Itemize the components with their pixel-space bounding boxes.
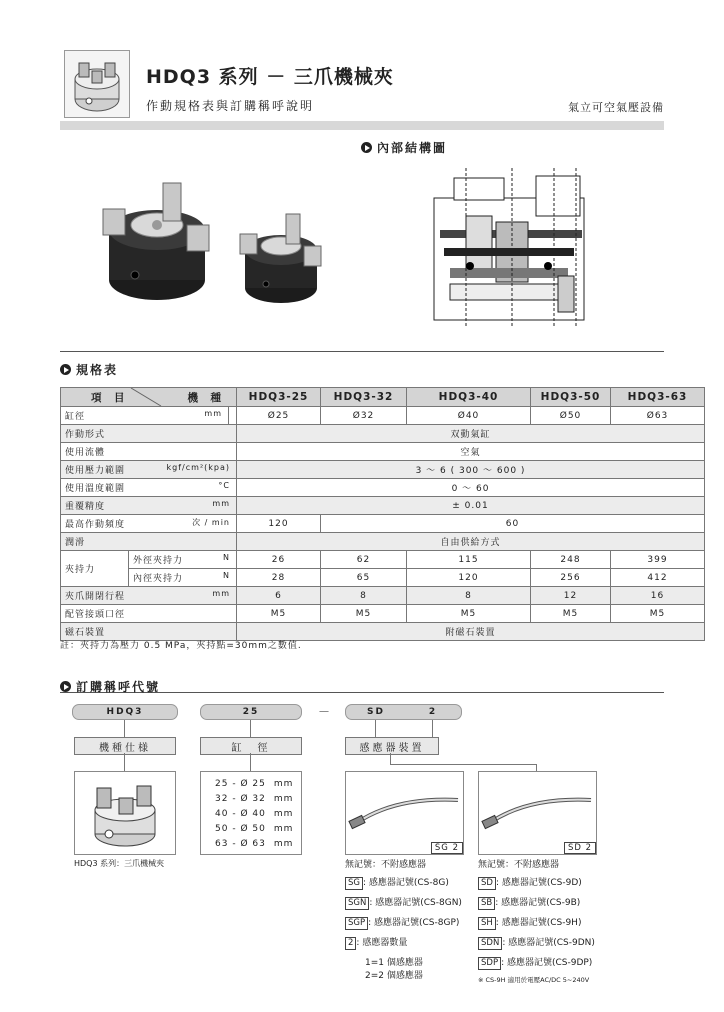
table-row <box>61 587 705 605</box>
row-label <box>61 479 237 497</box>
table-cell: 120 <box>237 515 321 533</box>
table-row <box>61 461 705 479</box>
right-option-list <box>478 875 595 970</box>
row-sublabel <box>129 569 237 587</box>
bore-separator: - <box>228 824 241 834</box>
bore-unit: mm <box>273 779 294 789</box>
option-desc: : 感應器記號(CS-9DN) <box>502 938 595 948</box>
bore-dia: Ø 40 <box>240 809 266 819</box>
model-header: HDQ3-63 <box>611 388 705 407</box>
row-label-text: 缸徑 <box>65 412 86 422</box>
table-cell: Ø25 <box>237 407 321 425</box>
row-unit: mm <box>204 409 222 418</box>
code-pill-model: HDQ3 <box>72 704 178 720</box>
table-row <box>61 605 705 623</box>
bore-num: 25 <box>215 779 229 789</box>
table-cell: 6 <box>237 587 321 605</box>
row-unit: mm <box>212 589 231 598</box>
row-label-text: 夾爪開閉行程 <box>65 592 126 602</box>
table-cell: Ø50 <box>531 407 611 425</box>
spec-heading <box>60 361 118 378</box>
arrow-bullet-icon <box>60 681 71 692</box>
header-item: 項 目 <box>91 392 126 404</box>
table-cell: 0 ～ 60 <box>237 479 705 497</box>
row-label-text: 內徑夾持力 <box>133 574 184 584</box>
arrow-bullet-icon <box>60 364 71 375</box>
arrow-bullet-icon <box>361 142 372 153</box>
bore-num: 40 <box>215 809 229 819</box>
table-cell: 65 <box>321 569 407 587</box>
table-cell: 115 <box>407 551 531 569</box>
bore-item <box>215 807 301 822</box>
model-header: HDQ3-32 <box>321 388 407 407</box>
internal-structure-label: 內部結構圖 <box>377 141 448 155</box>
option-desc: : 感應器記號(CS-8G) <box>362 878 449 888</box>
bore-num: 50 <box>215 824 229 834</box>
option-item <box>478 875 595 890</box>
sensor-tag-right: SD 2 <box>564 842 596 854</box>
table-cell: 双動氣缸 <box>237 425 705 443</box>
option-desc: : 感應器記號(CS-8GN) <box>369 898 462 908</box>
option-desc: : 感應器數量 <box>356 938 408 948</box>
table-cell: 3 ～ 6 ( 300 ～ 600 ) <box>237 461 705 479</box>
bore-dia: Ø 25 <box>240 779 266 789</box>
row-label: 配管接頭口徑 <box>61 605 237 623</box>
option-item <box>345 935 462 950</box>
table-cell: 附磁石裝置 <box>237 623 705 641</box>
table-cell: 自由供給方式 <box>237 533 705 551</box>
code-pill-sensor: SD <box>345 704 407 720</box>
connector-line <box>250 720 251 738</box>
header-divider <box>60 121 664 130</box>
option-item <box>478 895 595 910</box>
table-cell: Ø40 <box>407 407 531 425</box>
row-label: 磁石裝置 <box>61 623 237 641</box>
bore-item <box>215 777 301 792</box>
option-code-tag: 2 <box>345 937 356 950</box>
sensor-panel-right <box>478 771 597 855</box>
table-cell: 120 <box>407 569 531 587</box>
table-cell: M5 <box>531 605 611 623</box>
table-cell: ± 0.01 <box>237 497 705 515</box>
qty-two: 2=2 個感應器 <box>365 971 423 981</box>
row-label <box>61 497 237 515</box>
product-photo-large <box>95 175 220 305</box>
table-row <box>61 479 705 497</box>
right-options <box>478 857 595 984</box>
option-item <box>478 935 595 950</box>
table-cell: M5 <box>237 605 321 623</box>
order-heading <box>60 678 160 695</box>
bore-separator: - <box>228 779 241 789</box>
table-cell: 256 <box>531 569 611 587</box>
table-cell: M5 <box>321 605 407 623</box>
option-item <box>345 895 462 910</box>
connector-line <box>390 764 536 765</box>
code-pill-qty: 2 <box>405 704 462 720</box>
header-model: 機 種 <box>187 392 223 404</box>
table-cell: 12 <box>531 587 611 605</box>
box-model: 機種仕様 <box>74 737 176 755</box>
row-label-text: 重覆精度 <box>65 502 106 512</box>
row-unit: kgf/cm²(kpa) <box>166 463 231 472</box>
row-label <box>61 407 229 425</box>
product-thumbnail <box>64 50 130 118</box>
option-none: 無記號：不附感應器 <box>478 860 560 870</box>
table-cell: 412 <box>611 569 705 587</box>
option-desc: : 感應器記號(CS-9B) <box>495 898 581 908</box>
bore-unit: mm <box>273 839 294 849</box>
bore-separator: - <box>228 794 241 804</box>
table-cell: 26 <box>237 551 321 569</box>
company-name: 氣立可空氣壓設備 <box>568 101 664 114</box>
option-desc: : 感應器記號(CS-9H) <box>495 918 582 928</box>
bore-item <box>215 837 301 852</box>
sensor-panel-left <box>345 771 464 855</box>
row-label <box>61 587 237 605</box>
table-cell: 62 <box>321 551 407 569</box>
table-cell: 248 <box>531 551 611 569</box>
option-item <box>478 915 595 930</box>
row-sublabel <box>129 551 237 569</box>
connector-line <box>250 753 251 771</box>
sensor-tag-left: SG 2 <box>431 842 463 854</box>
bore-dia: Ø 63 <box>240 839 266 849</box>
row-label-text: 使用溫度範圍 <box>65 484 126 494</box>
box-bore: 缸 徑 <box>200 737 302 755</box>
table-cell: Ø63 <box>611 407 705 425</box>
footnote: ※ CS-9H 適用於電壓AC/DC 5~240V <box>478 976 590 984</box>
bore-dia: Ø 50 <box>240 824 266 834</box>
option-code-tag: SB <box>478 897 495 910</box>
table-cell: 8 <box>321 587 407 605</box>
option-item <box>345 875 462 890</box>
order-label: 訂購稱呼代號 <box>76 680 161 694</box>
table-cell: M5 <box>407 605 531 623</box>
sensor-cable-illustration <box>346 772 463 842</box>
bore-num: 32 <box>215 794 229 804</box>
table-cell: 8 <box>407 587 531 605</box>
bore-separator: - <box>228 809 241 819</box>
row-label: 使用流體 <box>61 443 237 461</box>
row-label: 作動形式 <box>61 425 237 443</box>
option-code-tag: SGN <box>345 897 369 910</box>
bore-item <box>215 822 301 837</box>
spec-label: 規格表 <box>76 363 119 377</box>
table-row <box>61 407 705 425</box>
gripper-illustration <box>75 772 175 854</box>
table-cell: 28 <box>237 569 321 587</box>
table-row <box>61 569 705 587</box>
table-row <box>61 425 705 443</box>
option-code-tag: SDP <box>478 957 501 970</box>
header-item-model-cell <box>61 388 237 407</box>
table-row <box>61 443 705 461</box>
page-subtitle: 作動規格表與訂購稱呼說明 <box>146 99 315 113</box>
product-photo-small <box>236 208 326 306</box>
option-item <box>345 915 462 930</box>
table-cell: 16 <box>611 587 705 605</box>
table-row <box>61 533 705 551</box>
box-sensor: 感應器裝置 <box>345 737 439 755</box>
row-label-text: 使用壓力範圍 <box>65 466 126 476</box>
sensor-cable-illustration <box>479 772 596 842</box>
model-header: HDQ3-50 <box>531 388 611 407</box>
row-unit: °C <box>218 481 231 490</box>
row-unit: mm <box>212 499 231 508</box>
option-none: 無記號：不附感應器 <box>345 860 427 870</box>
model-header: HDQ3-25 <box>237 388 321 407</box>
row-label-text: 外徑夾持力 <box>133 556 184 566</box>
row-label-text: 最高作動頻度 <box>65 520 126 530</box>
option-desc: : 感應器記號(CS-8GP) <box>368 918 460 928</box>
model-image-panel <box>74 771 176 855</box>
option-code-tag: SG <box>345 877 363 890</box>
internal-structure-heading <box>361 139 447 156</box>
left-options <box>345 857 462 981</box>
bore-unit: mm <box>273 794 294 804</box>
connector-line <box>124 720 125 738</box>
code-dash: － <box>318 705 331 719</box>
row-label <box>61 515 237 533</box>
row-label: 夾持力 <box>61 551 129 587</box>
table-header-row <box>61 388 705 407</box>
bore-unit: mm <box>273 824 294 834</box>
bore-dia: Ø 32 <box>240 794 266 804</box>
table-row <box>61 515 705 533</box>
spec-table <box>60 387 705 641</box>
bore-num: 63 <box>215 839 229 849</box>
table-cell: 空氣 <box>237 443 705 461</box>
bore-unit: mm <box>273 809 294 819</box>
bore-separator: - <box>228 839 241 849</box>
left-option-list <box>345 875 462 950</box>
bore-list <box>201 772 301 852</box>
connector-line <box>375 720 376 738</box>
bore-list-panel <box>200 771 302 855</box>
bore-item <box>215 792 301 807</box>
option-code-tag: SD <box>478 877 496 890</box>
row-unit: N <box>223 571 231 580</box>
internal-structure-diagram <box>426 168 596 328</box>
option-code-tag: SGP <box>345 917 368 930</box>
option-code-tag: SDN <box>478 937 502 950</box>
page-title: HDQ3 系列 － 三爪機械夾 <box>146 66 394 88</box>
model-caption: HDQ3 系列：三爪機械夾 <box>74 859 165 868</box>
row-unit: N <box>223 553 231 562</box>
connector-line <box>432 720 433 738</box>
row-unit: 次 / min <box>192 518 231 527</box>
section-divider-1 <box>60 351 664 352</box>
spec-note: 註：夾持力為壓力 0.5 MPa，夾持點=30mm之數值. <box>60 641 302 651</box>
row-label <box>61 461 237 479</box>
row-label: 潤滑 <box>61 533 237 551</box>
spacer-cell <box>229 407 237 425</box>
table-cell: M5 <box>611 605 705 623</box>
code-pill-bore: 25 <box>200 704 302 720</box>
option-desc: : 感應器記號(CS-9DP) <box>501 958 593 968</box>
option-item <box>478 955 595 970</box>
option-code-tag: SH <box>478 917 496 930</box>
option-desc: : 感應器記號(CS-9D) <box>495 878 582 888</box>
model-header: HDQ3-40 <box>407 388 531 407</box>
table-cell: 60 <box>321 515 705 533</box>
table-row <box>61 551 705 569</box>
table-cell: 399 <box>611 551 705 569</box>
table-cell: Ø32 <box>321 407 407 425</box>
table-row <box>61 497 705 515</box>
qty-one: 1=1 個感應器 <box>365 958 423 968</box>
connector-line <box>124 753 125 771</box>
